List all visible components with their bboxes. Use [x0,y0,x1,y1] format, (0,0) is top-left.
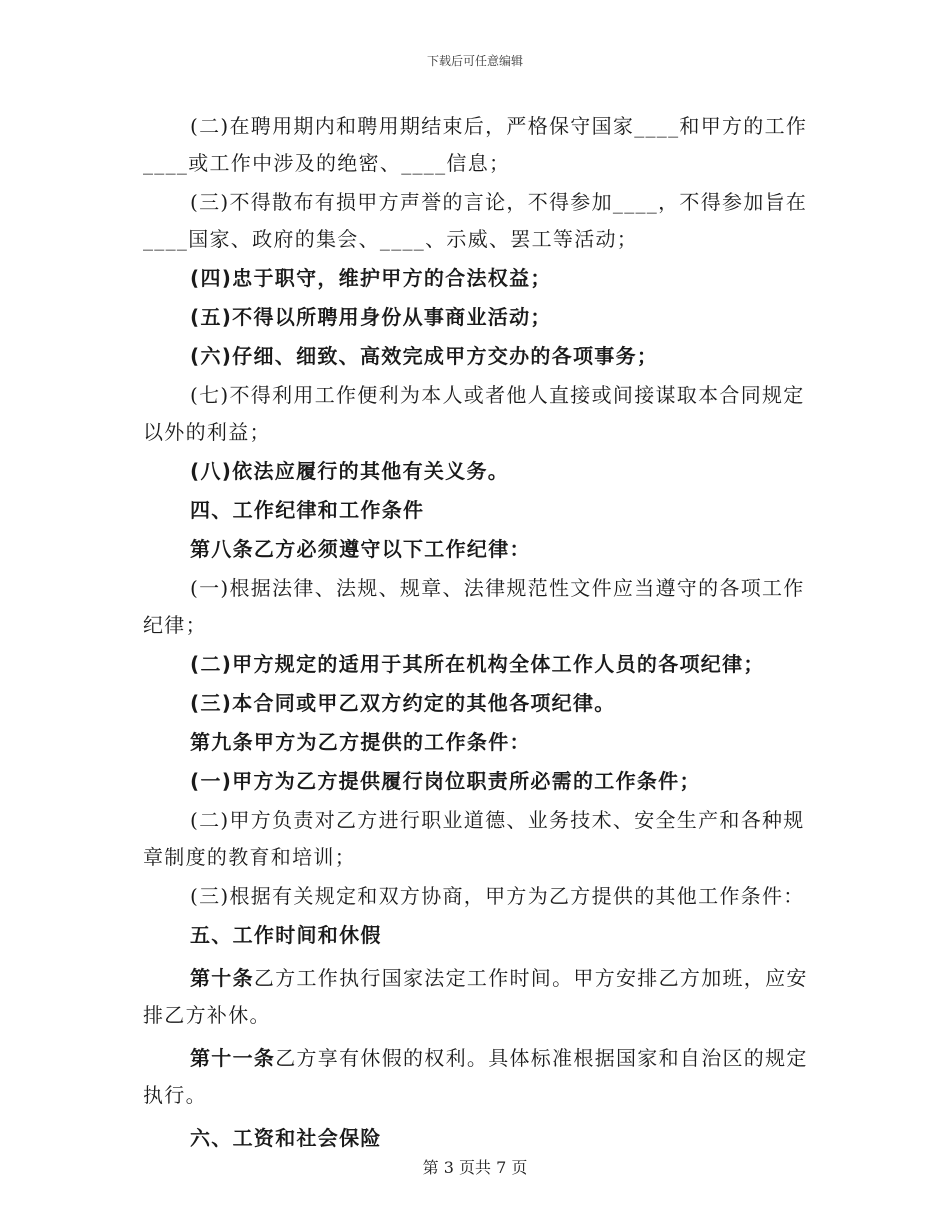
discipline-item-3: (三)本合同或甲乙双方约定的其他各项纪律。 [190,691,616,715]
document-body [143,108,808,1157]
section-4-heading: 四、工作纪律和工作条件 [190,498,425,522]
article-11 [143,1040,808,1114]
article-9-heading: 第九条甲方为乙方提供的工作条件： [190,730,531,754]
article-10 [143,960,808,1034]
section-5-heading: 五、工作时间和休假 [190,923,382,947]
clause-8-other-duties: (八)依法应履行的其他有关义务。 [190,459,510,483]
clause-5-no-business: (五)不得以所聘用身份从事商业活动； [190,305,552,329]
article-10-lead: 第十条 [190,966,254,990]
clause-6-diligence: (六)仔细、细致、高效完成甲方交办的各项事务； [190,344,659,368]
condition-item-3: (三)根据有关规定和双方协商，甲方为乙方提供的其他工作条件： [190,884,805,908]
clause-7-no-benefit: (七)不得利用工作便利为本人或者他人直接或间接谋取本合同规定以外的利益； [143,383,805,444]
page-number: 第 3 页共 7 页 [422,1158,528,1177]
clause-4-duty: (四)忠于职守，维护甲方的合法权益； [190,266,552,290]
discipline-item-2: (二)甲方规定的适用于其所在机构全体工作人员的各项纪律； [190,652,765,676]
article-8-heading: 第八条乙方必须遵守以下工作纪律： [190,537,531,561]
article-11-lead: 第十一条 [190,1046,276,1070]
condition-item-1: (一)甲方为乙方提供履行岗位职责所必需的工作条件； [190,769,701,793]
article-10-text: 乙方工作执行国家法定工作时间。甲方安排乙方加班，应安排乙方补休。 [143,966,808,1027]
clause-2-confidentiality: (二)在聘用期内和聘用期结束后，严格保守国家____和甲方的工作____或工作中涉及的绝密、____信息； [143,114,808,175]
section-6-heading: 六、工资和社会保险 [190,1126,382,1150]
article-11-text: 乙方享有休假的权利。具体标准根据国家和自治区的规定执行。 [143,1046,808,1107]
discipline-item-1: (一)根据法律、法规、规章、法律规范性文件应当遵守的各项工作纪律； [143,576,805,637]
condition-item-2: (二)甲方负责对乙方进行职业道德、业务技术、安全生产和各种规章制度的教育和培训； [143,808,805,869]
page-header: 下载后可任意编辑 [426,54,523,68]
clause-3-conduct: (三)不得散布有损甲方声誉的言论，不得参加____，不得参加旨在____国家、政府的集会、____、示威、罢工等活动； [143,190,808,251]
